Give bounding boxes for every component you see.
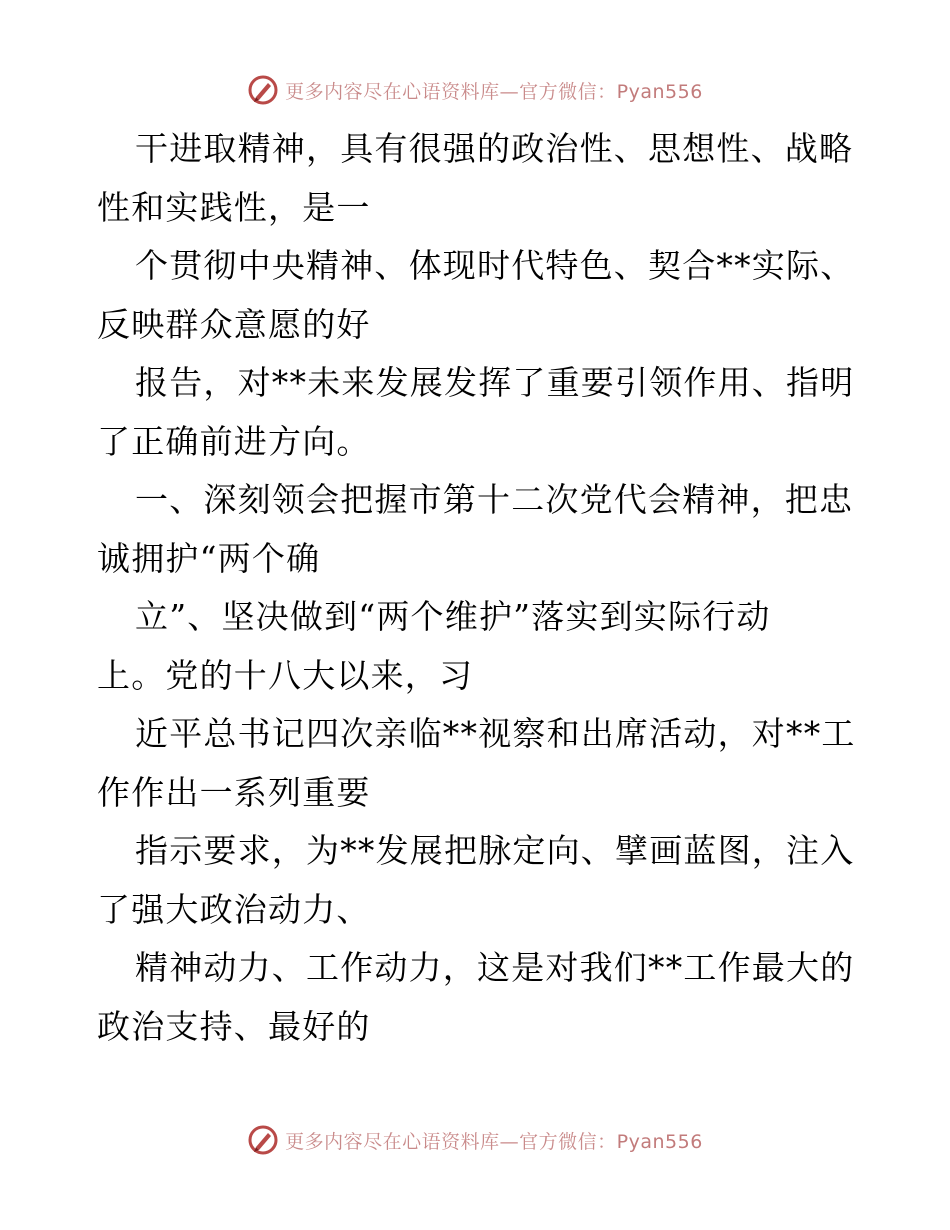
text-line: 了正确前进方向。 bbox=[97, 421, 371, 461]
text-line: 一、深刻领会把握市第十二次党代会精神，把忠 bbox=[135, 480, 854, 519]
text-line: 干进取精神，具有很强的政治性、思想性、战略 bbox=[135, 129, 854, 168]
text-line: 上。党的十八大以来，习 bbox=[97, 655, 474, 695]
text-line: 个贯彻中央精神、体现时代特色、契合**实际、 bbox=[135, 246, 855, 285]
pen-logo-icon bbox=[247, 1124, 279, 1156]
text-line: 诚拥护“两个确 bbox=[97, 538, 321, 578]
text-line: 政治支持、最好的 bbox=[97, 1006, 371, 1046]
text-line: 精神动力、工作动力，这是对我们**工作最大的 bbox=[135, 948, 855, 987]
text-line: 报告，对**未来发展发挥了重要引领作用、指明 bbox=[135, 363, 855, 402]
text-line: 指示要求，为**发展把脉定向、擘画蓝图，注入 bbox=[135, 831, 855, 870]
text-line: 作作出一系列重要 bbox=[97, 772, 371, 812]
text-line: 反映群众意愿的好 bbox=[97, 304, 371, 344]
text-line: 性和实践性，是一 bbox=[97, 187, 371, 227]
pen-logo-icon bbox=[247, 74, 279, 106]
text-line: 近平总书记四次亲临**视察和出席活动，对**工 bbox=[135, 714, 856, 753]
document-body bbox=[97, 120, 857, 1056]
watermark-text: 更多内容尽在心语资料库—官方微信：Pyan556 bbox=[285, 80, 703, 103]
watermark-text: 更多内容尽在心语资料库—官方微信：Pyan556 bbox=[285, 1130, 703, 1153]
watermark-header bbox=[0, 70, 950, 110]
text-line: 了强大政治动力、 bbox=[97, 889, 371, 929]
watermark-footer bbox=[0, 1120, 950, 1160]
text-line: 立”、坚决做到“两个维护”落实到实际行动 bbox=[135, 597, 771, 636]
